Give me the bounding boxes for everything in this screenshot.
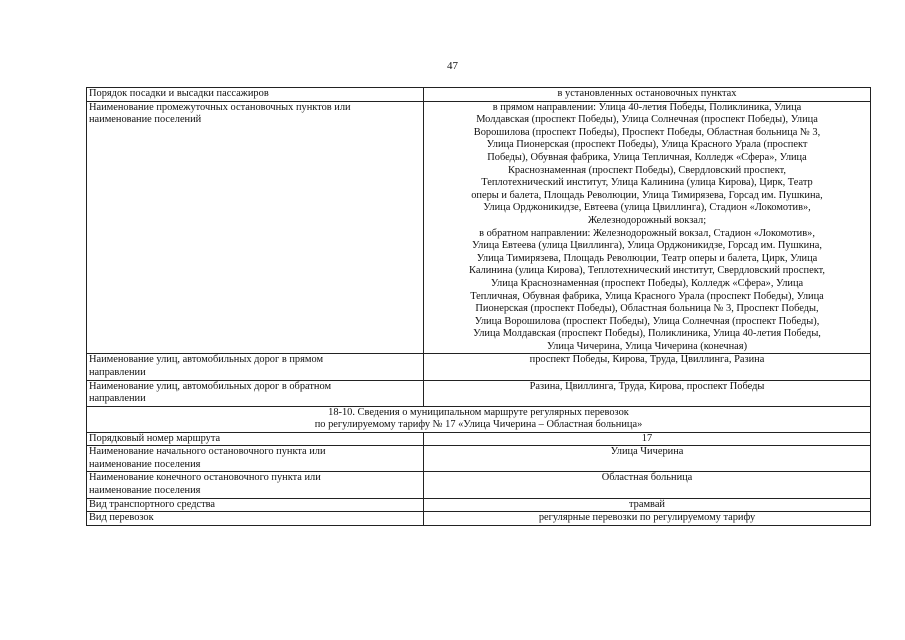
row-value xyxy=(424,472,871,498)
row-value xyxy=(424,498,871,512)
row-value xyxy=(424,512,871,526)
table-row xyxy=(87,498,871,512)
value-line: Улица Молдавская (проспект Победы), Поликлиника, Улица 40-летия Победы, xyxy=(473,328,821,340)
value-line: оперы и балета, Площадь Революции, Улица Тимирязева, Горсад им. Пушкина, xyxy=(471,189,823,201)
value-line: Улица Пионерская (проспект Победы), Улица Красного Урала (проспект xyxy=(486,139,808,151)
row-label xyxy=(87,472,424,498)
value-line: Областная больница xyxy=(601,472,693,484)
value-line: в установленных остановочных пунктах xyxy=(557,88,737,99)
row-label xyxy=(87,512,424,526)
section-heading-line: по регулируемому тарифу № 17 «Улица Чичерина – Областная больница» xyxy=(314,419,643,431)
value-line: Улица Краснознаменная (проспект Победы), Колледж «Сфера», Улица xyxy=(490,277,804,289)
row-value xyxy=(424,380,871,406)
row-label xyxy=(87,354,424,380)
row-label xyxy=(87,380,424,406)
value-line: в обратном направлении: Железнодорожный вокзал, Стадион «Локомотив», xyxy=(479,227,815,239)
label-line: Порядок посадки и высадки пассажиров xyxy=(89,88,269,99)
table-row xyxy=(87,432,871,446)
table-row xyxy=(87,101,871,354)
table-row xyxy=(87,88,871,102)
value-line: Пионерская (проспект Победы), Областная больница № 3, Проспект Победы, xyxy=(475,303,819,315)
value-line: Разина, Цвиллинга, Труда, Кирова, проспект Победы xyxy=(529,380,765,392)
table-row xyxy=(87,354,871,380)
value-line: Ворошилова (проспект Победы), Проспект Победы, Областная больница № 3, xyxy=(473,126,821,138)
label-line: направлении xyxy=(89,393,146,405)
label-line: направлении xyxy=(89,367,146,379)
label-line: Наименование промежуточных остановочных пунктов или xyxy=(89,101,351,113)
stops-list xyxy=(424,101,871,354)
value-line: Улица Тимирязева, Площадь Революции, Театр оперы и балета, Цирк, Улица xyxy=(476,252,818,264)
value-line: проспект Победы, Кирова, Труда, Цвиллинга, Разина xyxy=(529,354,765,366)
value-line: Теплотехнический институт, Улица Калинина (улица Кирова), Цирк, Театр xyxy=(481,177,813,189)
value-line: Улица Ворошилова (проспект Победы), Улица Солнечная (проспект Победы), xyxy=(474,315,820,327)
value-line: Улица Чичерина, Улица Чичерина (конечная) xyxy=(546,340,748,352)
row-label xyxy=(87,432,424,446)
value-line: Улица Чичерина xyxy=(610,446,684,458)
value-line: Победы), Обувная фабрика, Улица Тепличная, Колледж «Сфера», Улица xyxy=(487,151,807,163)
row-value xyxy=(424,432,871,446)
label-line: Наименование конечного остановочного пункта или xyxy=(89,472,321,484)
label-line: Наименование улиц, автомобильных дорог в прямом xyxy=(89,354,324,366)
value-line: регулярные перевозки по регулируемому тарифу xyxy=(538,512,756,524)
row-label xyxy=(87,446,424,472)
value-line: Молдавская (проспект Победы), Улица Солнечная (проспект Победы), Улица xyxy=(476,114,818,126)
section-heading-line: 18-10. Сведения о муниципальном маршруте регулярных перевозок xyxy=(328,406,629,418)
value-line: Железнодорожный вокзал; xyxy=(587,214,707,226)
row-value xyxy=(424,446,871,472)
section-heading xyxy=(87,406,871,432)
table-row xyxy=(87,512,871,526)
table-row xyxy=(87,446,871,472)
page-number: 47 xyxy=(447,60,458,72)
table-row xyxy=(87,380,871,406)
label-line: наименование поселения xyxy=(89,458,201,470)
label-line: Порядковый номер маршрута xyxy=(89,432,221,444)
value-line: трамвай xyxy=(629,498,665,510)
value-line: Улица Орджоникидзе, Евтеева (улица Цвиллинга), Стадион «Локомотив», xyxy=(483,202,811,214)
value-line: 17 xyxy=(641,432,653,444)
row-value xyxy=(424,88,871,102)
value-line: Улица Евтеева (улица Цвиллинга), Улица Орджоникидзе, Горсад им. Пушкина, xyxy=(472,240,822,252)
label-line: Вид перевозок xyxy=(89,512,154,524)
section-heading-row xyxy=(87,406,871,432)
route-info-table xyxy=(86,87,871,526)
value-line: Калинина (улица Кирова), Теплотехнический институт, Свердловский проспект, xyxy=(469,265,825,277)
row-value xyxy=(424,354,871,380)
label-line: Наименование начального остановочного пункта или xyxy=(89,446,326,458)
row-label xyxy=(87,88,424,102)
table-row xyxy=(87,472,871,498)
label-line: наименование поселений xyxy=(89,114,202,126)
label-line: Наименование улиц, автомобильных дорог в обратном xyxy=(89,380,332,392)
value-line: Тепличная, Обувная фабрика, Улица Красного Урала (проспект Победы), Улица xyxy=(470,290,824,302)
value-line: Краснознаменная (проспект Победы), Свердловский проспект, xyxy=(507,164,787,176)
label-line: Вид транспортного средства xyxy=(89,498,216,510)
row-label xyxy=(87,101,424,354)
row-label xyxy=(87,498,424,512)
label-line: наименование поселения xyxy=(89,485,201,497)
value-line: в прямом направлении: Улица 40-летия Победы, Поликлиника, Улица xyxy=(492,101,802,113)
